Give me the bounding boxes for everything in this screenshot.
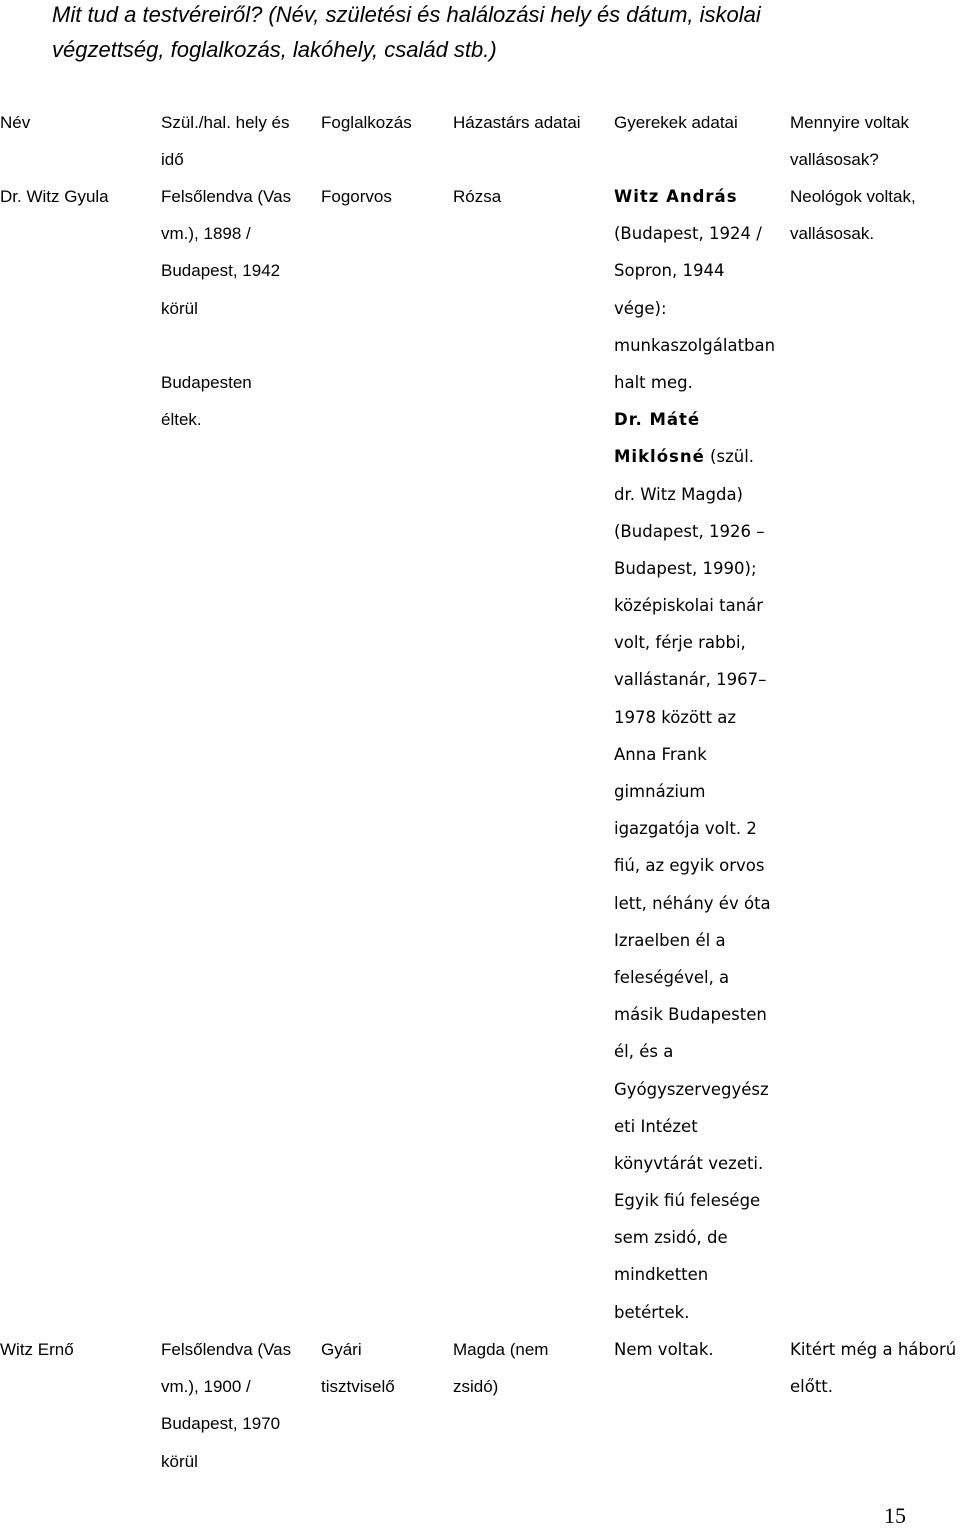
header-name: Név [0,113,31,132]
header-religious: Mennyire voltak vallásosak? [790,113,910,170]
row1-birth-death: Felsőlendva (Vas vm.), 1898 / Budapest, 1942 körül Budapesten éltek. [161,187,292,430]
header-occupation: Foglalkozás [321,113,412,132]
row1-spouse: Rózsa [453,187,502,206]
page-heading [52,0,942,67]
row2-birth-death: Felsőlendva (Vas vm.), 1900 / Budapest, 1970 körül [161,1340,292,1471]
heading-line-2: végzettség, foglalkozás, lakóhely, család stb.) [52,37,497,62]
child2-surname: Miklósné [614,447,705,467]
header-children: Gyerekek adatai [614,113,738,132]
row2-name: Witz Ernő [0,1340,74,1359]
page-number: 15 [884,1503,906,1528]
row2-religious: Kitért még a háború előtt. [790,1340,957,1397]
row1-occupation: Fogorvos [321,187,392,206]
child1-name: Witz András [614,187,738,206]
row1-name: Dr. Witz Gyula [0,187,109,206]
child2-name: Dr. Máté [614,410,701,430]
row2-spouse: Magda (nem zsidó) [453,1340,549,1397]
header-birth-death: Szül./hal. hely és idő [161,113,290,170]
header-spouse: Házastárs adatai [453,113,581,132]
row1-children: Witz András (Budapest, 1924 / Sopron, 1944 vége): munkaszolgálatban halt meg. Dr. Máté Miklósné (szül. dr. Witz Magda) (Budapest, 1926 – Budapest, 1990); középiskolai tanár volt, férje rabbi, vallástanár, 1967– 1978 között az Anna Frank gimnázium igazgatója volt. 2 fiú, az egyik orvos lett, néhány év óta Izraelben él a feleségével, a másik Budapesten él, és a Gyógyszervegyész eti Intézet könyvtárát vezeti. Egyik fiú felesége sem zsidó, de mindketten betértek. [614,178,775,1331]
row2-occupation: Gyári tisztviselő [321,1340,395,1397]
row2-children: Nem voltak. [614,1340,714,1359]
row1-religious: Neológok voltak, vallásosak. [790,187,916,244]
heading-line-1: Mit tud a testvéreiről? (Név, születési és halálozási hely és dátum, iskolai [52,2,761,27]
